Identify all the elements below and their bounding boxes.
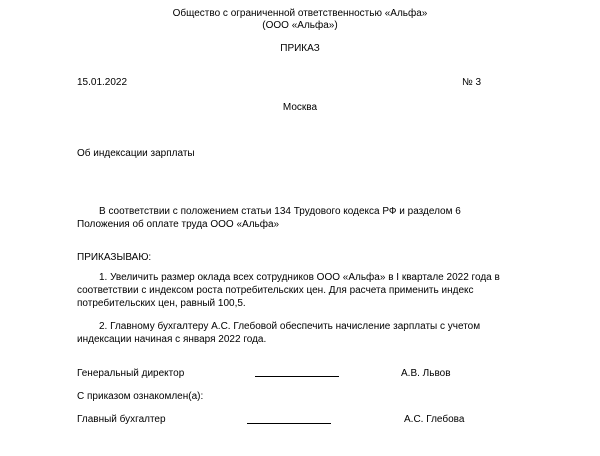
order-item-2: 2. Главному бухгалтеру А.С. Глебовой обеспечить начисление зарплаты с учетом индексации начиная с января 2022 года. (77, 321, 481, 345)
order-subject: Об индексации зарплаты (77, 148, 195, 159)
order-item-1: 1. Увеличить размер оклада всех сотрудников ООО «Альфа» в I квартале 2022 года в соответствии с индексом роста потребительских цен. Для расчета применить индекс потребительских цен, равный 100,5. (77, 272, 500, 309)
order-city: Москва (282, 102, 318, 113)
order-word: ПРИКАЗЫВАЮ: (77, 252, 152, 263)
order-date: 15.01.2022 (77, 77, 128, 88)
preamble-paragraph: В соответствии с положением статьи 134 Трудового кодекса РФ и разделом 6 Положения об оплате труда ООО «Альфа» (77, 206, 461, 230)
accountant-name: А.С. Глебова (404, 414, 465, 425)
acquainted-label: С приказом ознакомлен(а): (77, 391, 204, 402)
org-short-name: (ООО «Альфа») (262, 20, 338, 31)
director-title: Генеральный директор (77, 368, 185, 379)
director-signature-line (255, 376, 339, 377)
org-name: Общество с ограниченной ответственностью «Альфа» (172, 8, 428, 19)
document-type: ПРИКАЗ (280, 43, 320, 54)
director-name: А.В. Львов (401, 368, 451, 379)
accountant-signature-line (247, 423, 331, 424)
accountant-title: Главный бухгалтер (77, 414, 166, 425)
order-number: № 3 (462, 77, 482, 88)
